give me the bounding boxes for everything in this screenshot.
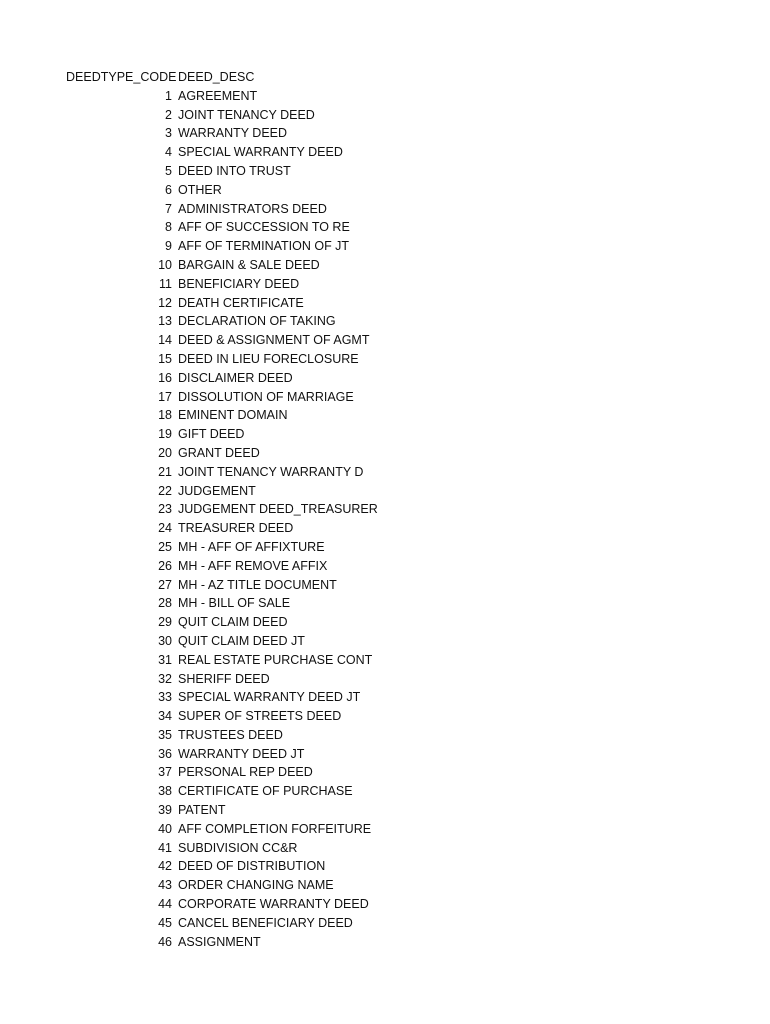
deed-desc-cell: DECLARATION OF TAKING [178, 314, 336, 329]
table-row [0, 124, 770, 143]
deedtype-code-cell: 9 [165, 239, 172, 254]
deedtype-code-cell: 27 [158, 577, 172, 592]
table-row [0, 87, 770, 106]
deed-desc-cell: WARRANTY DEED [178, 126, 288, 141]
table-row [0, 557, 770, 576]
deed-desc-cell: JOINT TENANCY DEED [178, 107, 315, 122]
deedtype-code-cell: 39 [158, 803, 172, 818]
deedtype-code-cell: 29 [158, 615, 172, 630]
deedtype-code-cell: 43 [158, 878, 172, 893]
deed-desc-cell: BARGAIN & SALE DEED [178, 257, 320, 272]
table-row [0, 538, 770, 557]
deedtype-code-cell: 22 [158, 483, 172, 498]
deed-desc-cell: CERTIFICATE OF PURCHASE [178, 784, 353, 799]
deedtype-code-cell: 32 [158, 671, 172, 686]
table-row [0, 876, 770, 895]
deed-desc-cell: CANCEL BENEFICIARY DEED [178, 915, 353, 930]
deedtype-code-cell: 44 [158, 897, 172, 912]
deed-desc-cell: WARRANTY DEED JT [178, 746, 305, 761]
deedtype-code-cell: 1 [165, 88, 172, 103]
deed-desc-cell: AFF OF SUCCESSION TO RE [178, 220, 350, 235]
deedtype-code-cell: 10 [158, 257, 172, 272]
deedtype-code-cell: 17 [158, 389, 172, 404]
deedtype-code-cell: 30 [158, 633, 172, 648]
table-row [0, 519, 770, 538]
deedtype-code-cell: 8 [165, 220, 172, 235]
deed-desc-cell: DEED OF DISTRIBUTION [178, 859, 326, 874]
deed-desc-cell: EMINENT DOMAIN [178, 408, 288, 423]
deedtype-code-cell: 31 [158, 652, 172, 667]
deed-desc-cell: MH - AZ TITLE DOCUMENT [178, 577, 337, 592]
deed-desc-cell: SUPER OF STREETS DEED [178, 709, 342, 724]
table-row [0, 425, 770, 444]
deedtype-code-cell: 40 [158, 821, 172, 836]
table-row [0, 933, 770, 952]
table-header-row [0, 68, 770, 87]
deedtype-code-cell: 12 [158, 295, 172, 310]
table-row [0, 237, 770, 256]
deedtype-code-cell: 26 [158, 558, 172, 573]
table-row [0, 688, 770, 707]
deed-desc-cell: AGREEMENT [178, 88, 258, 103]
table-row [0, 914, 770, 933]
deed-desc-cell: AFF OF TERMINATION OF JT [178, 239, 350, 254]
deedtype-code-cell: 11 [159, 276, 172, 291]
deedtype-code-cell: 42 [158, 859, 172, 874]
table-row [0, 632, 770, 651]
deedtype-code-cell: 45 [158, 915, 172, 930]
deed-desc-cell: DISCLAIMER DEED [178, 370, 293, 385]
table-row [0, 143, 770, 162]
column-header-deedtype-code: DEEDTYPE_CODE [66, 70, 177, 84]
deed-desc-cell: DEED IN LIEU FORECLOSURE [178, 351, 359, 366]
deed-desc-cell: AFF COMPLETION FORFEITURE [178, 821, 372, 836]
table-row [0, 331, 770, 350]
deedtype-code-cell: 19 [158, 427, 172, 442]
table-row [0, 482, 770, 501]
deedtype-code-cell: 14 [158, 333, 172, 348]
table-row [0, 294, 770, 313]
deedtype-code-cell: 37 [158, 765, 172, 780]
deedtype-code-cell: 3 [165, 126, 172, 141]
table-row [0, 463, 770, 482]
deed-desc-cell: ORDER CHANGING NAME [178, 878, 334, 893]
deed-desc-cell: REAL ESTATE PURCHASE CONT [178, 652, 373, 667]
deedtype-code-cell: 25 [158, 539, 172, 554]
deed-desc-cell: JUDGEMENT DEED_TREASURER [178, 502, 378, 517]
deed-desc-cell: BENEFICIARY DEED [178, 276, 300, 291]
deed-desc-cell: OTHER [178, 182, 222, 197]
deed-desc-cell: GIFT DEED [178, 427, 245, 442]
deedtype-code-cell: 16 [158, 370, 172, 385]
table-row [0, 745, 770, 764]
deed-desc-cell: MH - AFF OF AFFIXTURE [178, 539, 325, 554]
table-row [0, 406, 770, 425]
table-row [0, 895, 770, 914]
deedtype-code-cell: 2 [165, 107, 172, 122]
table-row [0, 857, 770, 876]
deed-desc-cell: QUIT CLAIM DEED [178, 615, 288, 630]
deed-type-table [0, 68, 770, 951]
deed-desc-cell: QUIT CLAIM DEED JT [178, 633, 305, 648]
deedtype-code-cell: 18 [158, 408, 172, 423]
deed-desc-cell: SHERIFF DEED [178, 671, 270, 686]
deedtype-code-cell: 20 [158, 445, 172, 460]
deed-desc-cell: ADMINISTRATORS DEED [178, 201, 327, 216]
deedtype-code-cell: 38 [158, 784, 172, 799]
table-row [0, 312, 770, 331]
table-row [0, 801, 770, 820]
deed-desc-cell: JUDGEMENT [178, 483, 256, 498]
deedtype-code-cell: 5 [165, 163, 172, 178]
table-row [0, 651, 770, 670]
deed-desc-cell: JOINT TENANCY WARRANTY D [178, 464, 364, 479]
deedtype-code-cell: 4 [165, 145, 172, 160]
deedtype-code-cell: 33 [158, 690, 172, 705]
deed-desc-cell: MH - AFF REMOVE AFFIX [178, 558, 328, 573]
deedtype-code-cell: 36 [158, 746, 172, 761]
table-row [0, 181, 770, 200]
deedtype-code-cell: 15 [158, 351, 172, 366]
deedtype-code-cell: 7 [165, 201, 172, 216]
table-row [0, 594, 770, 613]
table-row [0, 707, 770, 726]
deed-desc-cell: GRANT DEED [178, 445, 260, 460]
deed-desc-cell: SPECIAL WARRANTY DEED [178, 145, 343, 160]
table-row [0, 350, 770, 369]
table-row [0, 820, 770, 839]
table-row [0, 162, 770, 181]
table-row [0, 218, 770, 237]
deedtype-code-cell: 28 [158, 596, 172, 611]
table-row [0, 444, 770, 463]
deedtype-code-cell: 41 [158, 840, 172, 855]
deed-desc-cell: DISSOLUTION OF MARRIAGE [178, 389, 354, 404]
deedtype-code-cell: 46 [158, 934, 172, 949]
column-header-deed-desc: DEED_DESC [178, 70, 255, 84]
deed-desc-cell: TREASURER DEED [178, 521, 294, 536]
table-row [0, 106, 770, 125]
deedtype-code-cell: 24 [158, 521, 172, 536]
deed-desc-cell: SPECIAL WARRANTY DEED JT [178, 690, 361, 705]
table-row [0, 256, 770, 275]
deedtype-code-cell: 21 [158, 464, 172, 479]
deedtype-code-cell: 34 [158, 709, 172, 724]
table-row [0, 576, 770, 595]
deed-desc-cell: CORPORATE WARRANTY DEED [178, 897, 369, 912]
deed-desc-cell: TRUSTEES DEED [178, 727, 283, 742]
deed-desc-cell: DEED & ASSIGNMENT OF AGMT [178, 333, 370, 348]
deed-desc-cell: PATENT [178, 803, 226, 818]
table-row [0, 500, 770, 519]
deedtype-code-cell: 6 [165, 182, 172, 197]
table-row [0, 613, 770, 632]
deed-desc-cell: DEATH CERTIFICATE [178, 295, 304, 310]
deed-desc-cell: MH - BILL OF SALE [178, 596, 291, 611]
table-row [0, 369, 770, 388]
deedtype-code-cell: 13 [158, 314, 172, 329]
deedtype-code-cell: 35 [158, 727, 172, 742]
deed-desc-cell: PERSONAL REP DEED [178, 765, 313, 780]
table-row [0, 782, 770, 801]
table-row [0, 388, 770, 407]
table-body [0, 87, 770, 952]
deedtype-code-cell: 23 [158, 502, 172, 517]
table-row [0, 200, 770, 219]
deed-desc-cell: ASSIGNMENT [178, 934, 261, 949]
table-row [0, 275, 770, 294]
deed-desc-cell: DEED INTO TRUST [178, 163, 291, 178]
deed-desc-cell: SUBDIVISION CC&R [178, 840, 298, 855]
table-row [0, 726, 770, 745]
table-row [0, 763, 770, 782]
table-row [0, 670, 770, 689]
table-row [0, 839, 770, 858]
